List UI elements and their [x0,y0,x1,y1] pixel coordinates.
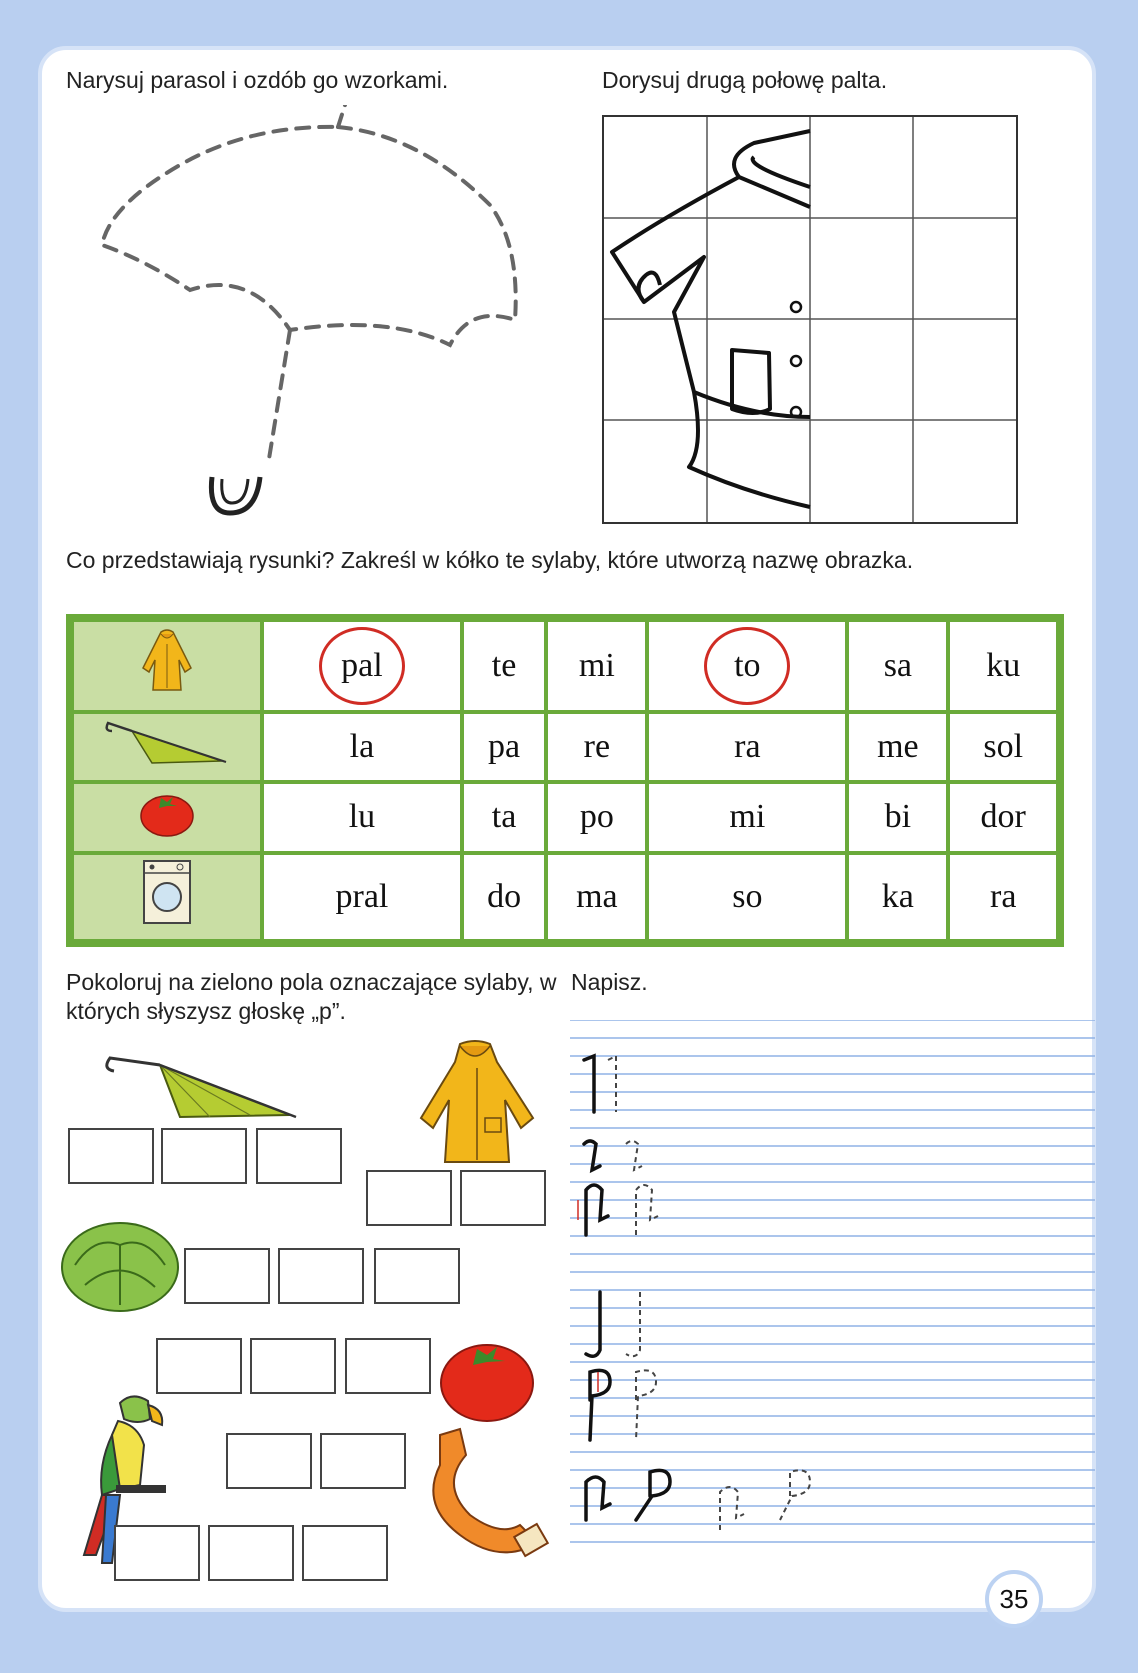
syllable-cell[interactable]: ra [647,712,847,782]
instruction-color-p: Pokoloruj na zielono pola oznaczające sylaby, w których słyszysz głoskę „p”. [66,969,557,1024]
syllable-box[interactable] [460,1170,546,1226]
syllable-cell[interactable] [647,620,847,712]
instruction-syllables: Co przedstawiają rysunki? Zakreśl w kółko te sylaby, które utworzą nazwę obrazka. [66,547,914,573]
handwriting-lines[interactable] [570,1020,1095,1550]
instruction-coat: Dorysuj drugą połowę palta. [602,67,888,93]
syllable-cell[interactable]: la [262,712,462,782]
syllable-circle: to [704,627,790,705]
syllable-box[interactable] [374,1248,460,1304]
syllable-cell[interactable]: pa [462,712,546,782]
syllable-cell[interactable]: bi [847,782,948,852]
coat-drawing-grid[interactable] [602,115,1018,524]
syllable-box[interactable] [114,1525,200,1581]
syllable-cell[interactable]: mi [546,620,647,712]
instruction-write: Napisz. [571,969,648,995]
tomato-icon [72,782,262,852]
table-row [72,712,1058,782]
syllable-cell[interactable]: me [847,712,948,782]
syllable-cell[interactable]: ma [546,853,647,941]
syllable-cell[interactable]: sol [948,712,1058,782]
table-row [72,782,1058,852]
syllable-box[interactable] [256,1128,342,1184]
syllable-box[interactable] [184,1248,270,1304]
syllable-cell[interactable] [262,620,462,712]
cabbage-picture [55,1215,185,1315]
syllable-cell[interactable]: do [462,853,546,941]
syllable-cell[interactable]: ka [847,853,948,941]
tomato-picture [437,1335,537,1425]
syllable-cell[interactable]: mi [647,782,847,852]
table-row [72,853,1058,941]
umbrella-dashed-outline[interactable] [90,105,550,525]
syllable-circle: pal [319,627,405,705]
syllable-cell[interactable]: po [546,782,647,852]
syllable-cell[interactable]: ta [462,782,546,852]
syllable-box[interactable] [161,1128,247,1184]
coat-icon [72,620,262,712]
syllable-box[interactable] [345,1338,431,1394]
syllable-cell[interactable]: so [647,853,847,941]
umbrella-picture [100,1055,300,1125]
syllable-table [66,614,1064,947]
syllable-box[interactable] [208,1525,294,1581]
scarf-picture [410,1425,560,1565]
umbrella-icon [72,712,262,782]
syllable-cell[interactable]: sa [847,620,948,712]
syllable-box[interactable] [366,1170,452,1226]
syllable-box[interactable] [226,1433,312,1489]
syllable-cell[interactable]: ku [948,620,1058,712]
syllable-cell[interactable]: re [546,712,647,782]
syllable-box[interactable] [250,1338,336,1394]
instruction-umbrella: Narysuj parasol i ozdób go wzorkami. [66,67,449,93]
syllable-cell[interactable]: te [462,620,546,712]
page-number: 35 [985,1570,1043,1628]
syllable-box[interactable] [320,1433,406,1489]
syllable-box[interactable] [278,1248,364,1304]
syllable-box[interactable] [302,1525,388,1581]
washing-machine-icon [72,853,262,941]
syllable-cell[interactable]: lu [262,782,462,852]
coat-picture [405,1038,545,1168]
syllable-cell[interactable]: ra [948,853,1058,941]
table-row [72,620,1058,712]
syllable-cell[interactable]: dor [948,782,1058,852]
syllable-cell[interactable]: pral [262,853,462,941]
syllable-box[interactable] [68,1128,154,1184]
